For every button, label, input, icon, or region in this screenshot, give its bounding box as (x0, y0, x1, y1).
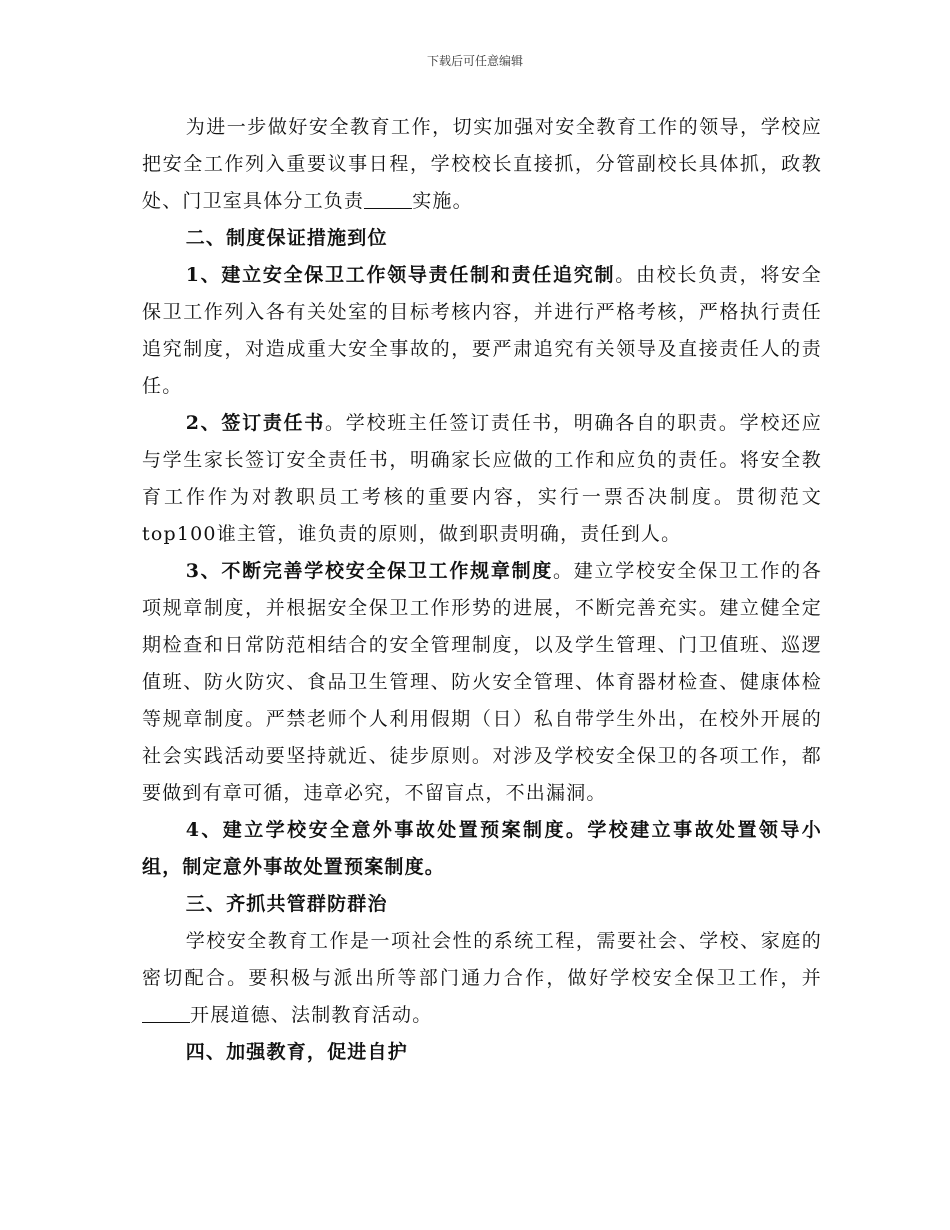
section-heading-3: 三、齐抓共管群防群治 (185, 893, 388, 915)
section-3-text-end: 开展道德、法制教育活动。 (190, 1004, 433, 1026)
item-4-paragraph: 4、建立学校安全意外事故处置预案制度。学校建立事故处置领导小组，制定意外事故处置预案制度。 (142, 819, 822, 878)
section-heading-4: 四、加强教育，促进自护 (185, 1041, 408, 1063)
section-3-text: 学校安全教育工作是一项社会性的系统工程，需要社会、学校、家庭的密切配合。要积极与派出所等部门通力合作，做好学校安全保卫工作，并 (142, 930, 822, 989)
intro-paragraph (142, 109, 822, 220)
intro-text-end: 实施。 (412, 190, 473, 212)
item-1-title: 1、建立安全保卫工作领导责任制和责任追究制 (185, 264, 616, 286)
item-2-paragraph (142, 405, 822, 553)
section-3-paragraph (142, 923, 822, 1034)
item-3-paragraph (142, 553, 822, 812)
fill-blank (364, 190, 412, 209)
page-header: 下载后可任意编辑 (426, 54, 523, 68)
item-3-title: 3、不断完善学校安全保卫工作规章制度 (185, 560, 554, 582)
item-2-title: 2、签订责任书 (185, 412, 326, 434)
document-body (142, 109, 822, 1071)
fill-blank-2 (142, 1004, 190, 1023)
intro-text: 为进一步做好安全教育工作，切实加强对安全教育工作的领导，学校应把安全工作列入重要议事日程，学校校长直接抓，分管副校长具体抓，政教处、门卫室具体分工负责 (142, 116, 822, 212)
item-1-paragraph (142, 257, 822, 405)
section-heading-2: 二、制度保证措施到位 (185, 227, 388, 249)
item-2-text: 。学校班主任签订责任书，明确各自的职责。学校还应与学生家长签订安全责任书，明确家长应做的工作和应负的责任。将安全教育工作作为对教职员工考核的重要内容，实行一票否决制度。贯彻范文top100谁主管，谁负责的原则，做到职责明确，责任到人。 (142, 412, 822, 545)
item-3-text: 。建立学校安全保卫工作的各项规章制度，并根据安全保卫工作形势的进展，不断完善充实。建立健全定期检查和日常防范相结合的安全管理制度，以及学生管理、门卫值班、巡逻值班、防火防灾、食品卫生管理、防火安全管理、体育器材检查、健康体检等规章制度。严禁老师个人利用假期（日）私自带学生外出，在校外开展的社会实践活动要坚持就近、徒步原则。对涉及学校安全保卫的各项工作，都要做到有章可循，违章必究，不留盲点，不出漏洞。 (142, 560, 822, 804)
item-1-text: 。由校长负责，将安全保卫工作列入各有关处室的目标考核内容，并进行严格考核，严格执行责任追究制度，对造成重大安全事故的，要严肃追究有关领导及直接责任人的责任。 (142, 264, 822, 397)
